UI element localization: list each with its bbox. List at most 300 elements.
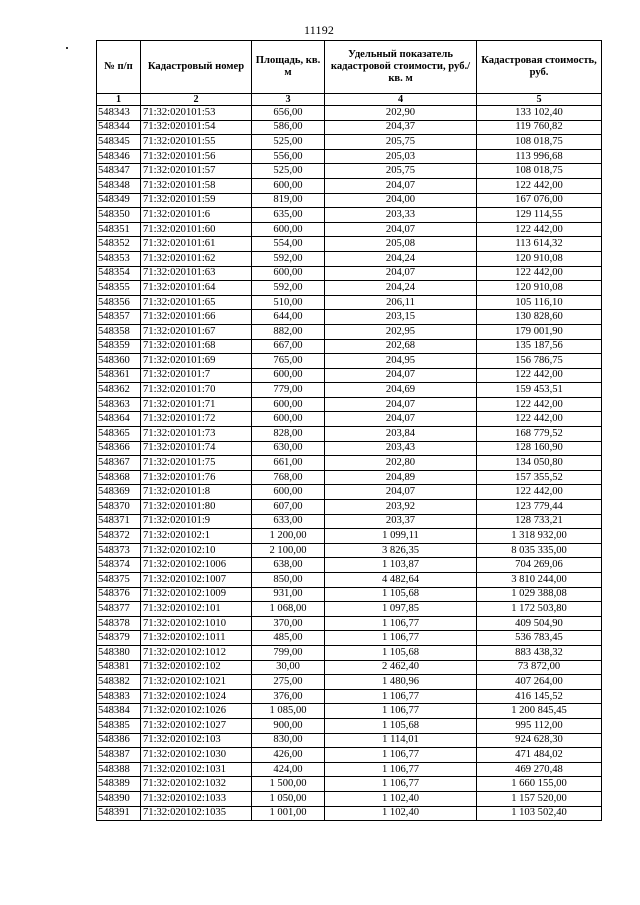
header-cadastral-number: Кадастровый номер [141, 41, 252, 94]
cadastral-number-cell: 71:32:020102:1021 [141, 675, 252, 690]
cadastral-number-cell: 71:32:020102:1009 [141, 587, 252, 602]
row-number-cell: 548375 [97, 573, 141, 588]
cadastral-number-cell: 71:32:020102:102 [141, 660, 252, 675]
row-number-cell: 548370 [97, 500, 141, 515]
header-row-number: № п/п [97, 41, 141, 94]
cadastral-value-cell: 123 779,44 [477, 500, 602, 515]
cadastral-value-cell: 536 783,45 [477, 631, 602, 646]
cadastral-number-cell: 71:32:020101:55 [141, 135, 252, 150]
unit-value-cell: 203,84 [325, 427, 477, 442]
cadastral-value-cell: 129 114,55 [477, 208, 602, 223]
row-number-cell: 548373 [97, 543, 141, 558]
unit-value-cell: 203,43 [325, 441, 477, 456]
cadastral-value-cell: 113 614,32 [477, 237, 602, 252]
area-cell: 376,00 [252, 689, 325, 704]
unit-value-cell: 1 106,77 [325, 616, 477, 631]
row-number-cell: 548367 [97, 456, 141, 471]
table-row [97, 354, 602, 369]
area-cell: 931,00 [252, 587, 325, 602]
cadastral-value-cell: 1 103 502,40 [477, 806, 602, 821]
table-row [97, 733, 602, 748]
row-number-cell: 548354 [97, 266, 141, 281]
row-number-cell: 548345 [97, 135, 141, 150]
column-number: 1 [97, 94, 141, 106]
row-number-cell: 548366 [97, 441, 141, 456]
table-header-row [97, 41, 602, 94]
cadastral-value-cell: 113 996,68 [477, 149, 602, 164]
unit-value-cell: 204,00 [325, 193, 477, 208]
area-cell: 556,00 [252, 149, 325, 164]
area-cell: 592,00 [252, 281, 325, 296]
unit-value-cell: 1 103,87 [325, 558, 477, 573]
cadastral-value-cell: 995 112,00 [477, 718, 602, 733]
cadastral-number-cell: 71:32:020101:59 [141, 193, 252, 208]
table-row [97, 106, 602, 121]
cadastral-value-cell: 120 910,08 [477, 281, 602, 296]
row-number-cell: 548358 [97, 324, 141, 339]
area-cell: 661,00 [252, 456, 325, 471]
row-number-cell: 548384 [97, 704, 141, 719]
area-cell: 525,00 [252, 135, 325, 150]
row-number-cell: 548369 [97, 485, 141, 500]
row-number-cell: 548389 [97, 777, 141, 792]
cadastral-value-cell: 469 270,48 [477, 762, 602, 777]
unit-value-cell: 202,80 [325, 456, 477, 471]
table-row [97, 748, 602, 763]
cadastral-number-cell: 71:32:020101:63 [141, 266, 252, 281]
cadastral-number-cell: 71:32:020102:1027 [141, 718, 252, 733]
unit-value-cell: 1 102,40 [325, 791, 477, 806]
cadastral-value-cell: 159 453,51 [477, 383, 602, 398]
row-number-cell: 548365 [97, 427, 141, 442]
cadastral-number-cell: 71:32:020101:60 [141, 222, 252, 237]
table-row [97, 251, 602, 266]
table-row [97, 631, 602, 646]
row-number-cell: 548360 [97, 354, 141, 369]
unit-value-cell: 1 106,77 [325, 689, 477, 704]
unit-value-cell: 1 099,11 [325, 529, 477, 544]
cadastral-number-cell: 71:32:020102:1032 [141, 777, 252, 792]
area-cell: 607,00 [252, 500, 325, 515]
cadastral-number-cell: 71:32:020102:1011 [141, 631, 252, 646]
unit-value-cell: 203,37 [325, 514, 477, 529]
cadastral-number-cell: 71:32:020102:1012 [141, 645, 252, 660]
area-cell: 424,00 [252, 762, 325, 777]
row-number-cell: 548347 [97, 164, 141, 179]
row-number-cell: 548356 [97, 295, 141, 310]
row-number-cell: 548368 [97, 470, 141, 485]
row-number-cell: 548379 [97, 631, 141, 646]
cadastral-number-cell: 71:32:020101:7 [141, 368, 252, 383]
area-cell: 510,00 [252, 295, 325, 310]
cadastral-number-cell: 71:32:020101:80 [141, 500, 252, 515]
row-number-cell: 548364 [97, 412, 141, 427]
cadastral-number-cell: 71:32:020102:1031 [141, 762, 252, 777]
row-number-cell: 548355 [97, 281, 141, 296]
area-cell: 525,00 [252, 164, 325, 179]
area-cell: 1 500,00 [252, 777, 325, 792]
row-number-cell: 548350 [97, 208, 141, 223]
cadastral-value-cell: 1 172 503,80 [477, 602, 602, 617]
cadastral-number-cell: 71:32:020101:69 [141, 354, 252, 369]
row-number-cell: 548387 [97, 748, 141, 763]
column-number-row [97, 94, 602, 106]
unit-value-cell: 204,24 [325, 281, 477, 296]
cadastral-number-cell: 71:32:020101:76 [141, 470, 252, 485]
unit-value-cell: 202,95 [325, 324, 477, 339]
row-number-cell: 548359 [97, 339, 141, 354]
cadastral-value-cell: 156 786,75 [477, 354, 602, 369]
unit-value-cell: 204,07 [325, 178, 477, 193]
table-row [97, 470, 602, 485]
cadastral-number-cell: 71:32:020101:75 [141, 456, 252, 471]
cadastral-value-cell: 128 733,21 [477, 514, 602, 529]
area-cell: 426,00 [252, 748, 325, 763]
row-number-cell: 548381 [97, 660, 141, 675]
unit-value-cell: 205,08 [325, 237, 477, 252]
table-row [97, 456, 602, 471]
cadastral-number-cell: 71:32:020102:1035 [141, 806, 252, 821]
cadastral-number-cell: 71:32:020101:64 [141, 281, 252, 296]
cadastral-number-cell: 71:32:020102:1006 [141, 558, 252, 573]
table-row [97, 689, 602, 704]
cadastral-value-table [96, 40, 602, 821]
cadastral-value-cell: 1 318 932,00 [477, 529, 602, 544]
table-row [97, 149, 602, 164]
cadastral-number-cell: 71:32:020101:66 [141, 310, 252, 325]
unit-value-cell: 4 482,64 [325, 573, 477, 588]
cadastral-number-cell: 71:32:020101:61 [141, 237, 252, 252]
unit-value-cell: 204,07 [325, 266, 477, 281]
unit-value-cell: 203,92 [325, 500, 477, 515]
cadastral-value-cell: 120 910,08 [477, 251, 602, 266]
row-number-cell: 548363 [97, 397, 141, 412]
table-body [97, 106, 602, 821]
unit-value-cell: 1 105,68 [325, 587, 477, 602]
header-area: Площадь, кв. м [252, 41, 325, 94]
table-row [97, 704, 602, 719]
table-row [97, 266, 602, 281]
cadastral-value-cell: 122 442,00 [477, 412, 602, 427]
row-number-cell: 548346 [97, 149, 141, 164]
unit-value-cell: 1 106,77 [325, 704, 477, 719]
cadastral-number-cell: 71:32:020101:71 [141, 397, 252, 412]
area-cell: 370,00 [252, 616, 325, 631]
row-number-cell: 548349 [97, 193, 141, 208]
row-number-cell: 548357 [97, 310, 141, 325]
table-row [97, 806, 602, 821]
cadastral-value-cell: 122 442,00 [477, 397, 602, 412]
table-row [97, 777, 602, 792]
unit-value-cell: 1 114,01 [325, 733, 477, 748]
area-cell: 600,00 [252, 222, 325, 237]
row-number-cell: 548380 [97, 645, 141, 660]
row-number-cell: 548362 [97, 383, 141, 398]
unit-value-cell: 1 105,68 [325, 718, 477, 733]
cadastral-number-cell: 71:32:020101:70 [141, 383, 252, 398]
table-row [97, 485, 602, 500]
cadastral-value-cell: 704 269,06 [477, 558, 602, 573]
table-row [97, 208, 602, 223]
unit-value-cell: 202,90 [325, 106, 477, 121]
cadastral-value-cell: 409 504,90 [477, 616, 602, 631]
cadastral-value-cell: 168 779,52 [477, 427, 602, 442]
table-row [97, 514, 602, 529]
cadastral-value-cell: 122 442,00 [477, 485, 602, 500]
unit-value-cell: 203,33 [325, 208, 477, 223]
area-cell: 1 050,00 [252, 791, 325, 806]
area-cell: 1 068,00 [252, 602, 325, 617]
area-cell: 2 100,00 [252, 543, 325, 558]
table-row [97, 645, 602, 660]
table-row [97, 718, 602, 733]
cadastral-number-cell: 71:32:020101:62 [141, 251, 252, 266]
table-row [97, 324, 602, 339]
row-number-cell: 548361 [97, 368, 141, 383]
table-row [97, 573, 602, 588]
table-row [97, 441, 602, 456]
cadastral-value-cell: 135 187,56 [477, 339, 602, 354]
cadastral-value-cell: 416 145,52 [477, 689, 602, 704]
cadastral-number-cell: 71:32:020102:101 [141, 602, 252, 617]
table-row [97, 616, 602, 631]
table-row [97, 295, 602, 310]
cadastral-value-cell: 3 810 244,00 [477, 573, 602, 588]
row-number-cell: 548385 [97, 718, 141, 733]
cadastral-value-cell: 133 102,40 [477, 106, 602, 121]
unit-value-cell: 204,95 [325, 354, 477, 369]
row-number-cell: 548388 [97, 762, 141, 777]
area-cell: 600,00 [252, 368, 325, 383]
area-cell: 630,00 [252, 441, 325, 456]
table-row [97, 412, 602, 427]
table-row [97, 791, 602, 806]
cadastral-number-cell: 71:32:020102:1024 [141, 689, 252, 704]
area-cell: 1 085,00 [252, 704, 325, 719]
unit-value-cell: 204,24 [325, 251, 477, 266]
unit-value-cell: 204,07 [325, 368, 477, 383]
row-number-cell: 548377 [97, 602, 141, 617]
cadastral-value-cell: 134 050,80 [477, 456, 602, 471]
cadastral-number-cell: 71:32:020101:65 [141, 295, 252, 310]
cadastral-value-cell: 8 035 335,00 [477, 543, 602, 558]
row-number-cell: 548378 [97, 616, 141, 631]
column-number: 5 [477, 94, 602, 106]
cadastral-number-cell: 71:32:020101:8 [141, 485, 252, 500]
unit-value-cell: 1 102,40 [325, 806, 477, 821]
cadastral-value-cell: 179 001,90 [477, 324, 602, 339]
table-row [97, 529, 602, 544]
column-number: 2 [141, 94, 252, 106]
unit-value-cell: 204,07 [325, 397, 477, 412]
table-row [97, 281, 602, 296]
cadastral-value-cell: 1 157 520,00 [477, 791, 602, 806]
column-number: 4 [325, 94, 477, 106]
cadastral-number-cell: 71:32:020101:57 [141, 164, 252, 179]
area-cell: 592,00 [252, 251, 325, 266]
row-number-cell: 548371 [97, 514, 141, 529]
cadastral-number-cell: 71:32:020101:53 [141, 106, 252, 121]
unit-value-cell: 1 106,77 [325, 631, 477, 646]
table-row [97, 383, 602, 398]
area-cell: 633,00 [252, 514, 325, 529]
table-row [97, 500, 602, 515]
cadastral-value-cell: 128 160,90 [477, 441, 602, 456]
area-cell: 779,00 [252, 383, 325, 398]
table-row [97, 120, 602, 135]
table-row [97, 602, 602, 617]
cadastral-number-cell: 71:32:020101:67 [141, 324, 252, 339]
row-number-cell: 548344 [97, 120, 141, 135]
unit-value-cell: 1 106,77 [325, 748, 477, 763]
unit-value-cell: 205,75 [325, 164, 477, 179]
cadastral-number-cell: 71:32:020101:72 [141, 412, 252, 427]
cadastral-value-cell: 407 264,00 [477, 675, 602, 690]
cadastral-number-cell: 71:32:020102:1026 [141, 704, 252, 719]
area-cell: 819,00 [252, 193, 325, 208]
unit-value-cell: 202,68 [325, 339, 477, 354]
cadastral-number-cell: 71:32:020101:58 [141, 178, 252, 193]
cadastral-value-cell: 122 442,00 [477, 178, 602, 193]
unit-value-cell: 205,03 [325, 149, 477, 164]
unit-value-cell: 204,07 [325, 485, 477, 500]
cadastral-value-cell: 883 438,32 [477, 645, 602, 660]
area-cell: 554,00 [252, 237, 325, 252]
table-row [97, 558, 602, 573]
cadastral-number-cell: 71:32:020101:68 [141, 339, 252, 354]
cadastral-value-cell: 130 828,60 [477, 310, 602, 325]
table-row [97, 762, 602, 777]
cadastral-value-cell: 1 660 155,00 [477, 777, 602, 792]
area-cell: 799,00 [252, 645, 325, 660]
scan-dot [66, 47, 68, 49]
area-cell: 635,00 [252, 208, 325, 223]
row-number-cell: 548383 [97, 689, 141, 704]
cadastral-value-cell: 122 442,00 [477, 266, 602, 281]
row-number-cell: 548343 [97, 106, 141, 121]
area-cell: 667,00 [252, 339, 325, 354]
row-number-cell: 548352 [97, 237, 141, 252]
unit-value-cell: 1 106,77 [325, 762, 477, 777]
cadastral-value-cell: 471 484,02 [477, 748, 602, 763]
header-unit-value: Удельный показатель кадастровой стоимости, руб./кв. м [325, 41, 477, 94]
table-row [97, 660, 602, 675]
row-number-cell: 548376 [97, 587, 141, 602]
row-number-cell: 548390 [97, 791, 141, 806]
cadastral-number-cell: 71:32:020101:9 [141, 514, 252, 529]
area-cell: 30,00 [252, 660, 325, 675]
table-row [97, 587, 602, 602]
cadastral-value-cell: 122 442,00 [477, 222, 602, 237]
area-cell: 900,00 [252, 718, 325, 733]
cadastral-value-cell: 105 116,10 [477, 295, 602, 310]
unit-value-cell: 3 826,35 [325, 543, 477, 558]
table-row [97, 135, 602, 150]
row-number-cell: 548348 [97, 178, 141, 193]
table-row [97, 427, 602, 442]
area-cell: 600,00 [252, 397, 325, 412]
cadastral-value-cell: 924 628,30 [477, 733, 602, 748]
cadastral-number-cell: 71:32:020101:73 [141, 427, 252, 442]
area-cell: 1 200,00 [252, 529, 325, 544]
unit-value-cell: 203,15 [325, 310, 477, 325]
cadastral-number-cell: 71:32:020101:54 [141, 120, 252, 135]
cadastral-number-cell: 71:32:020102:1010 [141, 616, 252, 631]
cadastral-value-cell: 167 076,00 [477, 193, 602, 208]
cadastral-number-cell: 71:32:020102:10 [141, 543, 252, 558]
unit-value-cell: 206,11 [325, 295, 477, 310]
unit-value-cell: 1 105,68 [325, 645, 477, 660]
row-number-cell: 548353 [97, 251, 141, 266]
row-number-cell: 548386 [97, 733, 141, 748]
area-cell: 275,00 [252, 675, 325, 690]
column-number: 3 [252, 94, 325, 106]
area-cell: 882,00 [252, 324, 325, 339]
row-number-cell: 548372 [97, 529, 141, 544]
cadastral-number-cell: 71:32:020102:1007 [141, 573, 252, 588]
unit-value-cell: 2 462,40 [325, 660, 477, 675]
cadastral-number-cell: 71:32:020102:103 [141, 733, 252, 748]
unit-value-cell: 204,07 [325, 412, 477, 427]
area-cell: 1 001,00 [252, 806, 325, 821]
unit-value-cell: 204,37 [325, 120, 477, 135]
table-row [97, 310, 602, 325]
row-number-cell: 548382 [97, 675, 141, 690]
table-row [97, 339, 602, 354]
cadastral-value-cell: 73 872,00 [477, 660, 602, 675]
cadastral-number-cell: 71:32:020102:1 [141, 529, 252, 544]
area-cell: 768,00 [252, 470, 325, 485]
unit-value-cell: 1 106,77 [325, 777, 477, 792]
area-cell: 765,00 [252, 354, 325, 369]
area-cell: 850,00 [252, 573, 325, 588]
cadastral-number-cell: 71:32:020102:1033 [141, 791, 252, 806]
area-cell: 830,00 [252, 733, 325, 748]
cadastral-number-cell: 71:32:020101:6 [141, 208, 252, 223]
area-cell: 600,00 [252, 412, 325, 427]
cadastral-value-cell: 108 018,75 [477, 164, 602, 179]
cadastral-value-cell: 1 200 845,45 [477, 704, 602, 719]
area-cell: 600,00 [252, 266, 325, 281]
table-row [97, 222, 602, 237]
table-row [97, 237, 602, 252]
cadastral-value-cell: 1 029 388,08 [477, 587, 602, 602]
unit-value-cell: 1 097,85 [325, 602, 477, 617]
row-number-cell: 548391 [97, 806, 141, 821]
table-row [97, 193, 602, 208]
header-cadastral-value: Кадастровая стоимость, руб. [477, 41, 602, 94]
page-number: 11192 [304, 23, 335, 37]
table-row [97, 164, 602, 179]
area-cell: 828,00 [252, 427, 325, 442]
unit-value-cell: 204,07 [325, 222, 477, 237]
area-cell: 638,00 [252, 558, 325, 573]
table-row [97, 178, 602, 193]
table-row [97, 368, 602, 383]
area-cell: 586,00 [252, 120, 325, 135]
table-row [97, 397, 602, 412]
unit-value-cell: 204,89 [325, 470, 477, 485]
cadastral-number-cell: 71:32:020102:1030 [141, 748, 252, 763]
cadastral-value-cell: 108 018,75 [477, 135, 602, 150]
area-cell: 600,00 [252, 178, 325, 193]
area-cell: 600,00 [252, 485, 325, 500]
table-row [97, 675, 602, 690]
row-number-cell: 548374 [97, 558, 141, 573]
area-cell: 485,00 [252, 631, 325, 646]
cadastral-number-cell: 71:32:020101:74 [141, 441, 252, 456]
unit-value-cell: 204,69 [325, 383, 477, 398]
